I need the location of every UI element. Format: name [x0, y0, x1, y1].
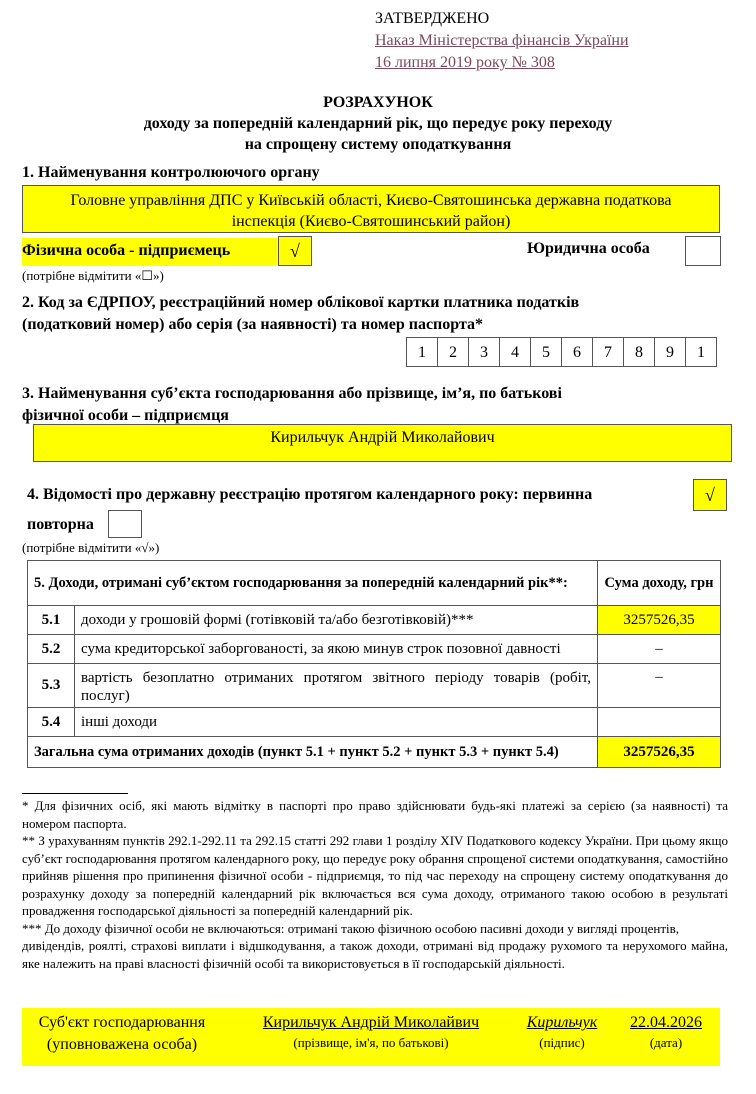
income-table-heading: 5. Доходи, отримані суб’єктом господарювання за попередній календарний рік**: — [28, 561, 598, 606]
table-row — [28, 635, 721, 664]
section2-heading — [22, 292, 579, 336]
section4-heading: 4. Відомості про державну реєстрацію протягом календарного року: первинна — [27, 486, 593, 503]
org-name-line1: Головне управління ДПС у Київській області, Києво-Святошинська державна податкова — [70, 192, 672, 209]
row-label: сума кредиторської заборгованості, за якою минув строк позовної давності — [75, 635, 598, 664]
legal-entity-label: Юридична особа — [527, 240, 650, 257]
total-amount[interactable]: 3257526,35 — [598, 737, 721, 768]
section1-heading: 1. Найменування контролюючого органу — [22, 164, 320, 181]
footnote-3a: *** До доходу фізичної особи не включаються: отримані такою фізичною особою пасивні доходи у вигляді процентів, — [22, 920, 680, 936]
tax-code-digit[interactable]: 8 — [623, 337, 655, 367]
signature-block — [512, 1012, 612, 1052]
approval-word: ЗАТВЕРДЖЕНО — [375, 10, 490, 27]
tax-code-digit[interactable]: 3 — [468, 337, 500, 367]
total-row — [28, 737, 721, 768]
row-amount[interactable]: – — [598, 635, 721, 664]
org-name-line2: інспекція (Києво-Святошинський район) — [231, 213, 511, 230]
entity-line2: (уповноважена особа) — [46, 1036, 198, 1053]
tax-code-digit[interactable]: 6 — [561, 337, 593, 367]
section4-note: (потрібне відмітити «√») — [22, 540, 160, 555]
full-name-field[interactable]: Кирильчук Андрій Миколайвич — [262, 1014, 480, 1031]
footnotes — [22, 797, 728, 972]
row-amount[interactable] — [598, 708, 721, 737]
section2-heading-line2: (податковий номер) або серія (за наявності) та номер паспорта* — [22, 316, 484, 333]
row-amount[interactable]: – — [598, 664, 721, 708]
row-label: інші доходи — [75, 708, 598, 737]
title-line2: доходу за попередній календарний рік, що передує року переходу — [143, 115, 613, 132]
date-field[interactable]: 22.04.2026 — [630, 1014, 702, 1031]
tax-code-digit[interactable]: 9 — [654, 337, 686, 367]
amount-column-header: Сума доходу, грн — [598, 561, 721, 606]
date-caption: (дата) — [649, 1035, 683, 1050]
footnote-1: * Для фізичних осіб, які мають відмітку в паспорті про право здійснювати будь-які платежі за серією (за наявності) та номером паспорта. — [22, 798, 728, 831]
full-name-block — [240, 1012, 502, 1052]
row-number: 5.3 — [28, 664, 75, 708]
signature-field[interactable]: Кирильчук — [526, 1014, 598, 1031]
tax-code-digit[interactable]: 1 — [406, 337, 438, 367]
row-number: 5.4 — [28, 708, 75, 737]
tax-code-digit[interactable]: 4 — [499, 337, 531, 367]
section3-heading-line2: фізичної особи – підприємця — [22, 407, 229, 424]
signature-row — [22, 1008, 720, 1066]
tax-code-digit[interactable]: 2 — [437, 337, 469, 367]
section3-heading-line1: 3. Найменування суб’єкта господарювання або прізвище, ім’я, по батькові — [22, 385, 562, 402]
row-number: 5.1 — [28, 606, 75, 635]
entrepreneur-name-field[interactable]: Кирильчук Андрій Миколайович — [33, 424, 732, 462]
tax-code-digit[interactable]: 5 — [530, 337, 562, 367]
income-table — [27, 560, 721, 768]
footnote-3b: дивідендів, роялті, страхові виплати і відшкодування, а також доходи, отримані від продажу рухомого та нерухомого майна, яке належить на праві власності фізичній особі та використовується в її господарській діяльності. — [22, 938, 728, 971]
tax-code-digit[interactable]: 1 — [685, 337, 717, 367]
entity-block — [22, 1012, 222, 1056]
approval-order-line1[interactable]: Наказ Міністерства фінансів України — [375, 32, 629, 49]
row-amount[interactable]: 3257526,35 — [598, 606, 721, 635]
section1-note: (потрібне відмітити «☐») — [22, 268, 164, 283]
title-line1: РОЗРАХУНОК — [323, 94, 433, 111]
section3-heading — [22, 383, 562, 427]
legal-entity-checkbox[interactable] — [685, 236, 721, 266]
tax-code-field[interactable] — [407, 337, 717, 367]
table-row — [28, 708, 721, 737]
tax-code-digit[interactable]: 7 — [592, 337, 624, 367]
table-row — [28, 606, 721, 635]
individual-entrepreneur-checkbox[interactable]: √ — [278, 236, 312, 266]
repeat-registration-label: повторна — [27, 516, 94, 533]
row-label: доходи у грошовій формі (готівковій та/або безготівковій)*** — [75, 606, 598, 635]
repeat-registration-checkbox[interactable] — [108, 510, 142, 538]
row-label: вартість безоплатно отриманих протягом звітного періоду товарів (робіт, послуг) — [75, 664, 598, 708]
date-block — [618, 1012, 714, 1052]
org-name-field[interactable] — [22, 185, 720, 233]
approval-block — [375, 8, 629, 74]
footnote-2: ** З урахуванням пунктів 292.1-292.11 та 292.15 статті 292 глави 1 розділу XIV Податкового кодексу України. При цьому якщо суб’єкт господарювання протягом календарного року, що передує року обрання спрощеної системи оподаткування, самостійно прийняв рішення про припинення фізичної особи - підприємця, то під час переходу на спрощену систему оподаткування до розрахунку доходу за попередній календарний рік включається вся сума доходу, отриманого такою особою в результаті провадження господарської діяльності за попередній календарний рік. — [22, 833, 728, 918]
section2-heading-line1: 2. Код за ЄДРПОУ, реєстраційний номер облікової картки платника податків — [22, 294, 580, 311]
full-name-caption: (прізвище, ім'я, по батькові) — [293, 1035, 449, 1050]
table-row — [28, 664, 721, 708]
document-title — [0, 92, 756, 155]
individual-entrepreneur-label: Фізична особа - підприємець — [22, 238, 277, 266]
total-label: Загальна сума отриманих доходів (пункт 5.1 + пункт 5.2 + пункт 5.3 + пункт 5.4) — [28, 737, 598, 768]
footnote-divider — [22, 793, 128, 794]
entity-line1: Суб'єкт господарювання — [38, 1014, 206, 1031]
signature-caption: (підпис) — [539, 1035, 585, 1050]
first-registration-checkbox[interactable]: √ — [693, 479, 727, 511]
approval-order-line2[interactable]: 16 липня 2019 року № 308 — [375, 54, 555, 71]
title-line3: на спрощену систему оподаткування — [244, 136, 512, 153]
row-number: 5.2 — [28, 635, 75, 664]
income-table-header — [28, 561, 721, 606]
